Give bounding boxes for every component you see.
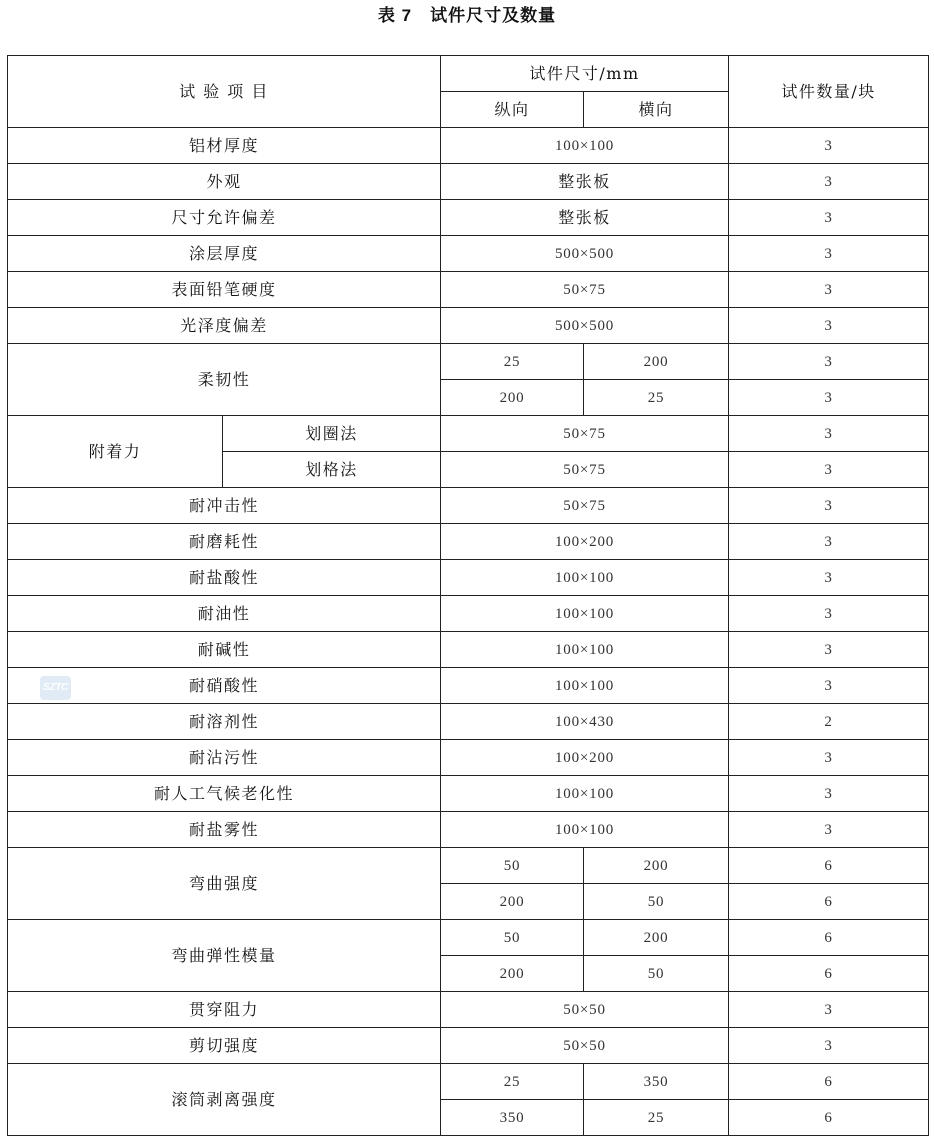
cell-quantity: 6 [729,884,929,920]
table-row [8,236,929,272]
cell-method: 划圈法 [223,416,441,452]
cell-transverse: 350 [584,1064,729,1100]
header-specimen-size: 试件尺寸/mm [441,56,729,92]
cell-quantity: 6 [729,920,929,956]
cell-test-item: 表面铅笔硬度 [8,272,441,308]
cell-size: 500×500 [441,236,729,272]
table-row [8,128,929,164]
cell-quantity: 3 [729,200,929,236]
cell-test-item: 光泽度偏差 [8,308,441,344]
cell-size: 50×75 [441,272,729,308]
cell-quantity: 2 [729,704,929,740]
cell-test-item: 耐磨耗性 [8,524,441,560]
cell-quantity: 3 [729,524,929,560]
cell-quantity: 6 [729,1064,929,1100]
table-row [8,200,929,236]
cell-size: 50×75 [441,416,729,452]
cell-transverse: 50 [584,956,729,992]
cell-size: 100×100 [441,776,729,812]
table-row [8,1064,929,1100]
cell-transverse: 25 [584,380,729,416]
cell-quantity: 3 [729,560,929,596]
cell-test-item: 滚筒剥离强度 [8,1064,441,1136]
cell-longitudinal: 350 [441,1100,584,1136]
table-row [8,848,929,884]
table-row [8,1028,929,1064]
cell-size: 100×100 [441,668,729,704]
cell-quantity: 3 [729,1028,929,1064]
cell-size: 50×50 [441,1028,729,1064]
cell-quantity: 3 [729,596,929,632]
cell-quantity: 3 [729,992,929,1028]
cell-quantity: 3 [729,272,929,308]
cell-size: 100×100 [441,560,729,596]
table-row [8,164,929,200]
table-row [8,344,929,380]
cell-size: 50×75 [441,488,729,524]
cell-quantity: 6 [729,1100,929,1136]
cell-size: 整张板 [441,200,729,236]
header-test-item: 试 验 项 目 [8,56,441,128]
cell-test-item: 耐溶剂性 [8,704,441,740]
cell-size: 100×200 [441,740,729,776]
table-row [8,776,929,812]
table-row [8,632,929,668]
cell-test-item: 耐盐雾性 [8,812,441,848]
cell-test-item: 耐油性 [8,596,441,632]
cell-longitudinal: 200 [441,884,584,920]
cell-quantity: 3 [729,452,929,488]
header-transverse: 横向 [584,92,729,128]
cell-longitudinal: 50 [441,920,584,956]
cell-quantity: 3 [729,668,929,704]
cell-test-item: 附着力 [8,416,223,488]
table-row [8,488,929,524]
table-row [8,920,929,956]
cell-size: 整张板 [441,164,729,200]
table-row [8,812,929,848]
cell-quantity: 3 [729,128,929,164]
cell-test-item: 尺寸允许偏差 [8,200,441,236]
table-row [8,560,929,596]
cell-size: 500×500 [441,308,729,344]
cell-size: 100×430 [441,704,729,740]
cell-test-item: 耐人工气候老化性 [8,776,441,812]
cell-test-item: 贯穿阻力 [8,992,441,1028]
header-longitudinal: 纵向 [441,92,584,128]
cell-quantity: 3 [729,776,929,812]
cell-test-item: 耐碱性 [8,632,441,668]
cell-quantity: 3 [729,380,929,416]
cell-size: 100×200 [441,524,729,560]
table-title: 表 7 试件尺寸及数量 [377,6,557,25]
specimen-table [7,55,929,1136]
cell-longitudinal: 200 [441,380,584,416]
cell-quantity: 3 [729,164,929,200]
cell-quantity: 6 [729,848,929,884]
cell-test-item: 耐沾污性 [8,740,441,776]
cell-quantity: 3 [729,632,929,668]
cell-longitudinal: 50 [441,848,584,884]
cell-longitudinal: 200 [441,956,584,992]
header-quantity: 试件数量/块 [729,56,929,128]
cell-test-item: 柔韧性 [8,344,441,416]
watermark-logo: SZTC [40,676,71,700]
cell-test-item: 剪切强度 [8,1028,441,1064]
cell-size: 50×75 [441,452,729,488]
table-row [8,416,929,452]
table-row [8,992,929,1028]
cell-longitudinal: 25 [441,344,584,380]
cell-test-item: 外观 [8,164,441,200]
cell-quantity: 3 [729,416,929,452]
cell-test-item: 涂层厚度 [8,236,441,272]
table-row [8,740,929,776]
table-row [8,668,929,704]
cell-size: 50×50 [441,992,729,1028]
cell-transverse: 50 [584,884,729,920]
table-row [8,272,929,308]
header-row [8,56,929,92]
cell-test-item: 耐硝酸性 [8,668,441,704]
table-row [8,524,929,560]
cell-transverse: 200 [584,920,729,956]
cell-size: 100×100 [441,128,729,164]
cell-size: 100×100 [441,596,729,632]
cell-quantity: 3 [729,344,929,380]
table-row [8,308,929,344]
cell-transverse: 200 [584,344,729,380]
cell-longitudinal: 25 [441,1064,584,1100]
cell-method: 划格法 [223,452,441,488]
cell-quantity: 3 [729,488,929,524]
cell-test-item: 耐冲击性 [8,488,441,524]
cell-quantity: 3 [729,236,929,272]
cell-quantity: 3 [729,740,929,776]
table-row [8,596,929,632]
cell-quantity: 3 [729,812,929,848]
cell-size: 100×100 [441,812,729,848]
cell-transverse: 25 [584,1100,729,1136]
cell-quantity: 3 [729,308,929,344]
cell-test-item: 铝材厚度 [8,128,441,164]
cell-quantity: 6 [729,956,929,992]
cell-test-item: 耐盐酸性 [8,560,441,596]
table-body [8,128,929,1136]
cell-size: 100×100 [441,632,729,668]
table-row [8,704,929,740]
cell-test-item: 弯曲弹性模量 [8,920,441,992]
cell-transverse: 200 [584,848,729,884]
cell-test-item: 弯曲强度 [8,848,441,920]
